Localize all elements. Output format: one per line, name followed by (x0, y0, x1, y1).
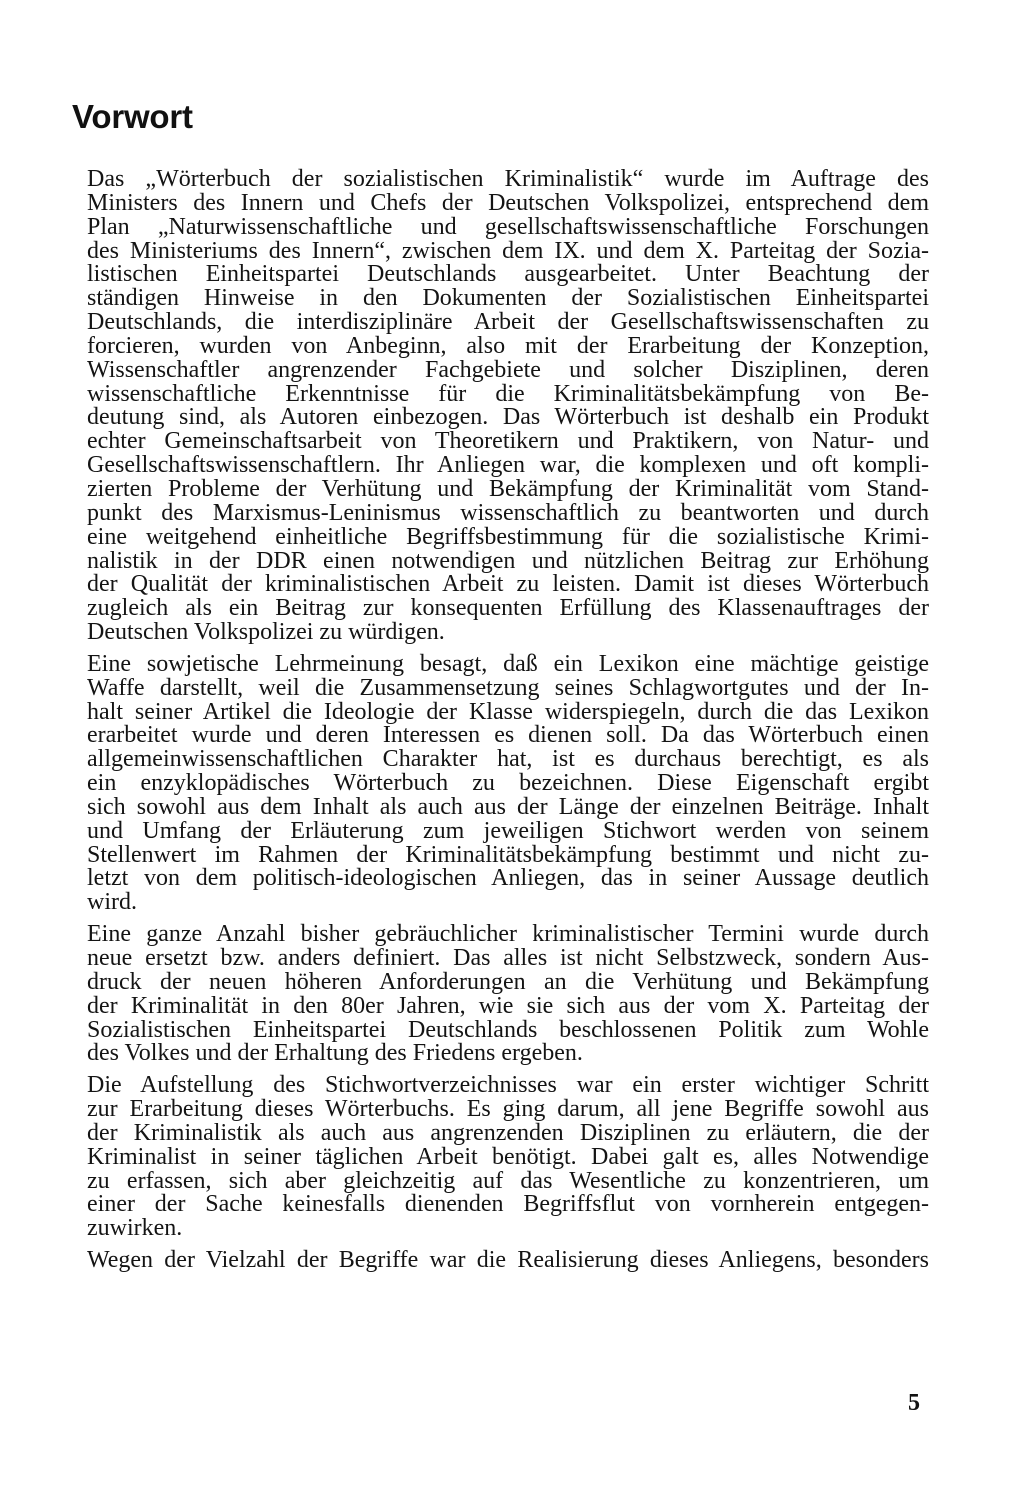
text-line: der Kriminalität in den 80er Jahren, wie sie sich aus der vom X. Parteitag der (87, 992, 929, 1019)
text-line: zuwirken. (87, 1215, 183, 1242)
text-line: der Qualität der kriminalistischen Arbeit zu leisten. Damit ist dieses Wörterbuch (87, 571, 929, 598)
paragraph-1 (87, 168, 929, 645)
text-line: des Ministeriums des Innern“, zwischen dem IX. und dem X. Parteitag der Sozia- (87, 237, 929, 264)
text-line: Stellenwert im Rahmen der Kriminalitätsbekämpfung bestimmt und nicht zu- (87, 841, 929, 868)
text-line: Die Aufstellung des Stichwortverzeichnisses war ein erster wichtiger Schritt (87, 1072, 929, 1099)
paragraph-3 (87, 923, 929, 1066)
text-line: zu erfassen, sich aber gleichzeitig auf das Wesentliche zu konzentrieren, um (87, 1167, 929, 1194)
text-line: eine weitgehend einheitliche Begriffsbestimmung für die sozialistische Krimi- (87, 523, 929, 550)
text-line: und Umfang der Erläuterung zum jeweiligen Stichwort werden von seinem (87, 817, 929, 844)
text-line: Kriminalist in seiner täglichen Arbeit benötigt. Dabei galt es, alles Notwendige (87, 1143, 929, 1170)
text-line: neue ersetzt bzw. anders definiert. Das alles ist nicht Selbstzweck, sondern Aus- (87, 945, 929, 971)
text-line: ein enzyklopädisches Wörterbuch zu bezeichnen. Diese Eigenschaft ergibt (87, 770, 929, 797)
text-line: erarbeitet wurde und deren Interessen es dienen soll. Da das Wörterbuch einen (87, 722, 929, 749)
text-line: forcieren, wurden von Anbeginn, also mit der Erarbeitung der Konzeption, (87, 332, 929, 359)
text-line: allgemeinwissenschaftlichen Charakter hat, ist es durchaus berechtigt, es als (87, 746, 929, 773)
paragraph-5 (87, 1249, 929, 1273)
text-line: druck der neuen höheren Anforderungen an die Verhütung und Bekämpfung (87, 968, 929, 995)
text-line: Deutschlands, die interdisziplinäre Arbeit der Gesellschaftswissenschaften zu (87, 309, 929, 336)
text-line: halt seiner Artikel die Ideologie der Klasse widerspiegeln, durch die das Lexikon (87, 698, 929, 725)
text-line: zierten Probleme der Verhütung und Bekämpfung der Kriminalität vom Stand- (87, 475, 929, 502)
text-line: nalistik in der DDR einen notwendigen und nützlichen Beitrag zur Erhöhung (87, 547, 929, 574)
text-line: Waffe darstellt, weil die Zusammensetzung seines Schlagwortgutes und der In- (87, 674, 929, 701)
text-line: zur Erarbeitung dieses Wörterbuchs. Es ging darum, all jene Begriffe sowohl aus (87, 1096, 929, 1123)
paragraph-4 (87, 1074, 929, 1241)
text-line: Eine sowjetische Lehrmeinung besagt, daß ein Lexikon eine mächtige geistige (87, 650, 929, 677)
text-line: echter Gemeinschaftsarbeit von Theoretikern und Praktikern, von Natur- und (87, 428, 929, 455)
paragraph-2 (87, 650, 929, 916)
text-line: Eine ganze Anzahl bisher gebräuchlicher kriminalistischer Termini wurde durch (87, 921, 929, 948)
text-line: wissenschaftliche Erkenntnisse für die Kriminalitätsbekämpfung von Be- (87, 380, 929, 407)
text-line: Deutschen Volkspolizei zu würdigen. (87, 619, 445, 646)
text-line: Plan „Naturwissenschaftliche und gesellschaftswissenschaftliche Forschungen (87, 213, 929, 240)
text-line: deutung sind, als Autoren einbezogen. Das Wörterbuch ist deshalb ein Produkt (87, 404, 929, 431)
text-line: des Volkes und der Erhaltung des Friedens ergeben. (87, 1040, 583, 1067)
text-line: listischen Einheitspartei Deutschlands ausgearbeitet. Unter Beachtung der (87, 261, 929, 288)
text-line: Das „Wörterbuch der sozialistischen Kriminalistik“ wurde im Auftrage des (87, 166, 929, 192)
text-line: punkt des Marxismus-Leninismus wissenschaftlich zu beantworten und durch (87, 499, 929, 526)
text-line: Ministers des Innern und Chefs der Deutschen Volkspolizei, entsprechend dem (87, 189, 929, 216)
text-line: Wegen der Vielzahl der Begriffe war die Realisierung dieses Anliegens, besonders (87, 1247, 929, 1274)
text-line: zugleich als ein Beitrag zur konsequenten Erfüllung des Klassenauftrages der (87, 595, 929, 622)
text-line: einer der Sache keinesfalls dienenden Begriffsflut von vornherein entgegen- (87, 1191, 929, 1218)
page-number: 5 (908, 1390, 920, 1416)
text-line: Sozialistischen Einheitspartei Deutschlands beschlossenen Politik zum Wohle (87, 1016, 929, 1043)
page-title: Vorwort (72, 98, 193, 135)
text-line: Wissenschaftler angrenzender Fachgebiete und solcher Disziplinen, deren (87, 356, 929, 383)
text-line: letzt von dem politisch-ideologischen Anliegen, das in seiner Aussage deutlich (87, 865, 929, 892)
text-line: Gesellschaftswissenschaftlern. Ihr Anliegen war, die komplexen und oft kompli- (87, 452, 929, 479)
text-line: sich sowohl aus dem Inhalt als auch aus der Länge der einzelnen Beiträge. Inhalt (87, 793, 929, 820)
text-line: der Kriminalistik als auch aus angrenzenden Disziplinen zu erläutern, die der (87, 1119, 929, 1146)
text-line: ständigen Hinweise in den Dokumenten der Sozialistischen Einheitspartei (87, 285, 929, 312)
text-line: wird. (87, 889, 137, 916)
preface-body (87, 168, 929, 1281)
